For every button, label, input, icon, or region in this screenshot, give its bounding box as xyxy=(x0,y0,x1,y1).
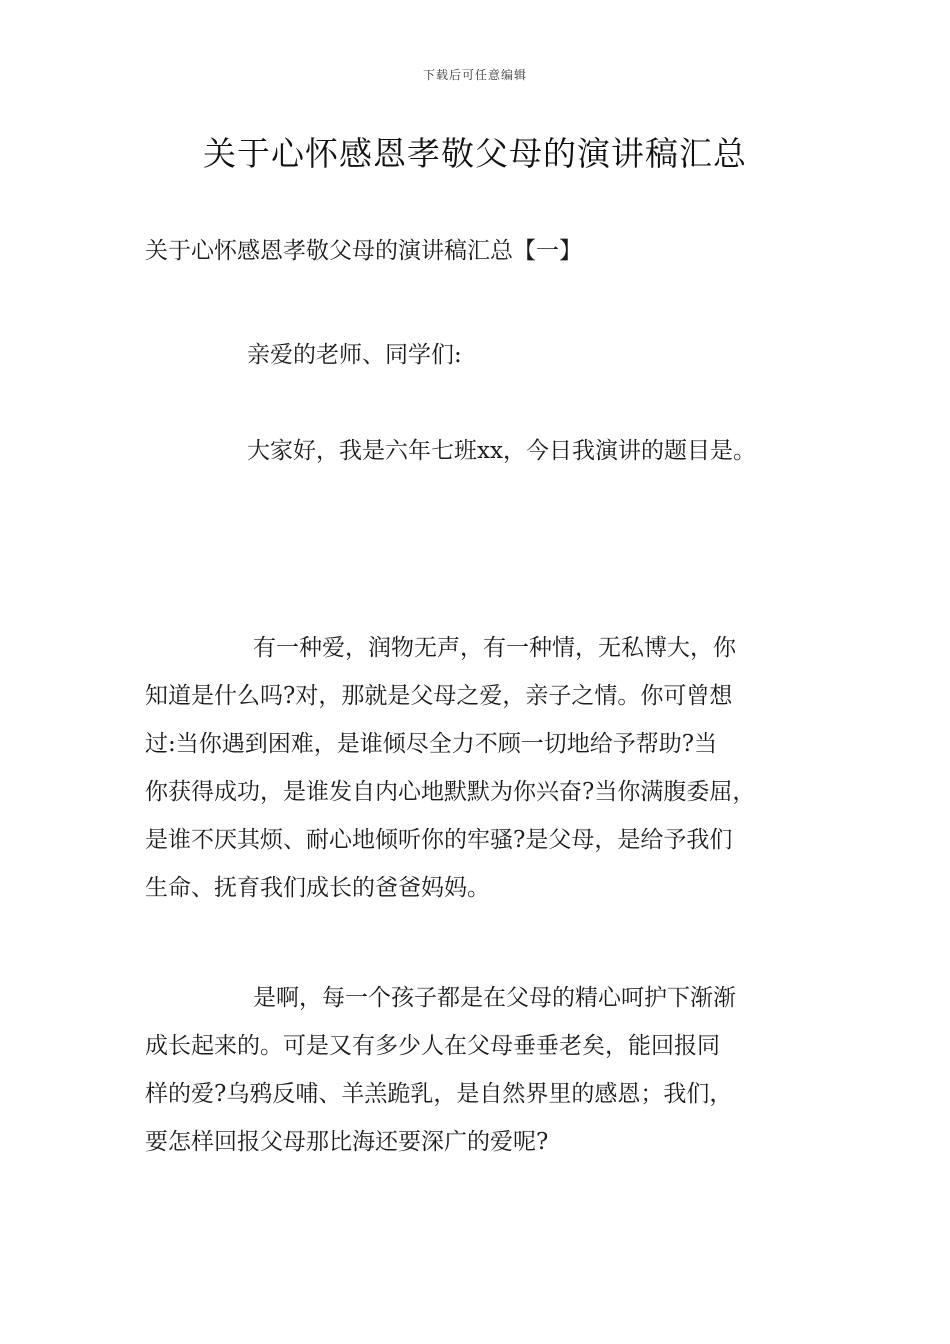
greeting: 大家好，我是六年七班xx，今日我演讲的题目是。 xyxy=(247,438,756,464)
paragraph-line: 你获得成功，是谁发自内心地默默为你兴奋?当你满腹委屈， xyxy=(145,779,756,805)
section-heading: 关于心怀感恩孝敬父母的演讲稿汇总【一】 xyxy=(145,238,582,264)
paragraph-line: 是啊，每一个孩子都是在父母的精心呵护下渐渐 xyxy=(253,985,736,1011)
paragraph-line: 知道是什么吗?对，那就是父母之爱，亲子之情。你可曾想 xyxy=(145,683,733,709)
paragraph-line: 是谁不厌其烦、耐心地倾听你的牢骚?是父母，是给予我们 xyxy=(145,827,733,853)
header-note: 下载后可任意编辑 xyxy=(422,68,527,82)
paragraph-line: 生命、抚育我们成长的爸爸妈妈。 xyxy=(145,875,490,901)
paragraph-line: 样的爱?乌鸦反哺、羊羔跪乳，是自然界里的感恩；我们， xyxy=(145,1081,733,1107)
salutation: 亲爱的老师、同学们: xyxy=(247,342,462,368)
paragraph-line: 要怎样回报父母那比海还要深广的爱呢? xyxy=(145,1129,549,1155)
document-title: 关于心怀感恩孝敬父母的演讲稿汇总 xyxy=(203,134,747,173)
paragraph-1 xyxy=(145,624,810,912)
paragraph-line: 成长起来的。可是又有多少人在父母垂垂老矣，能回报同 xyxy=(145,1033,720,1059)
paragraph-line: 过:当你遇到困难，是谁倾尽全力不顾一切地给予帮助?当 xyxy=(145,731,718,757)
paragraph-2 xyxy=(145,974,810,1166)
paragraph-line: 有一种爱，润物无声，有一种情，无私博大，你 xyxy=(253,635,736,661)
